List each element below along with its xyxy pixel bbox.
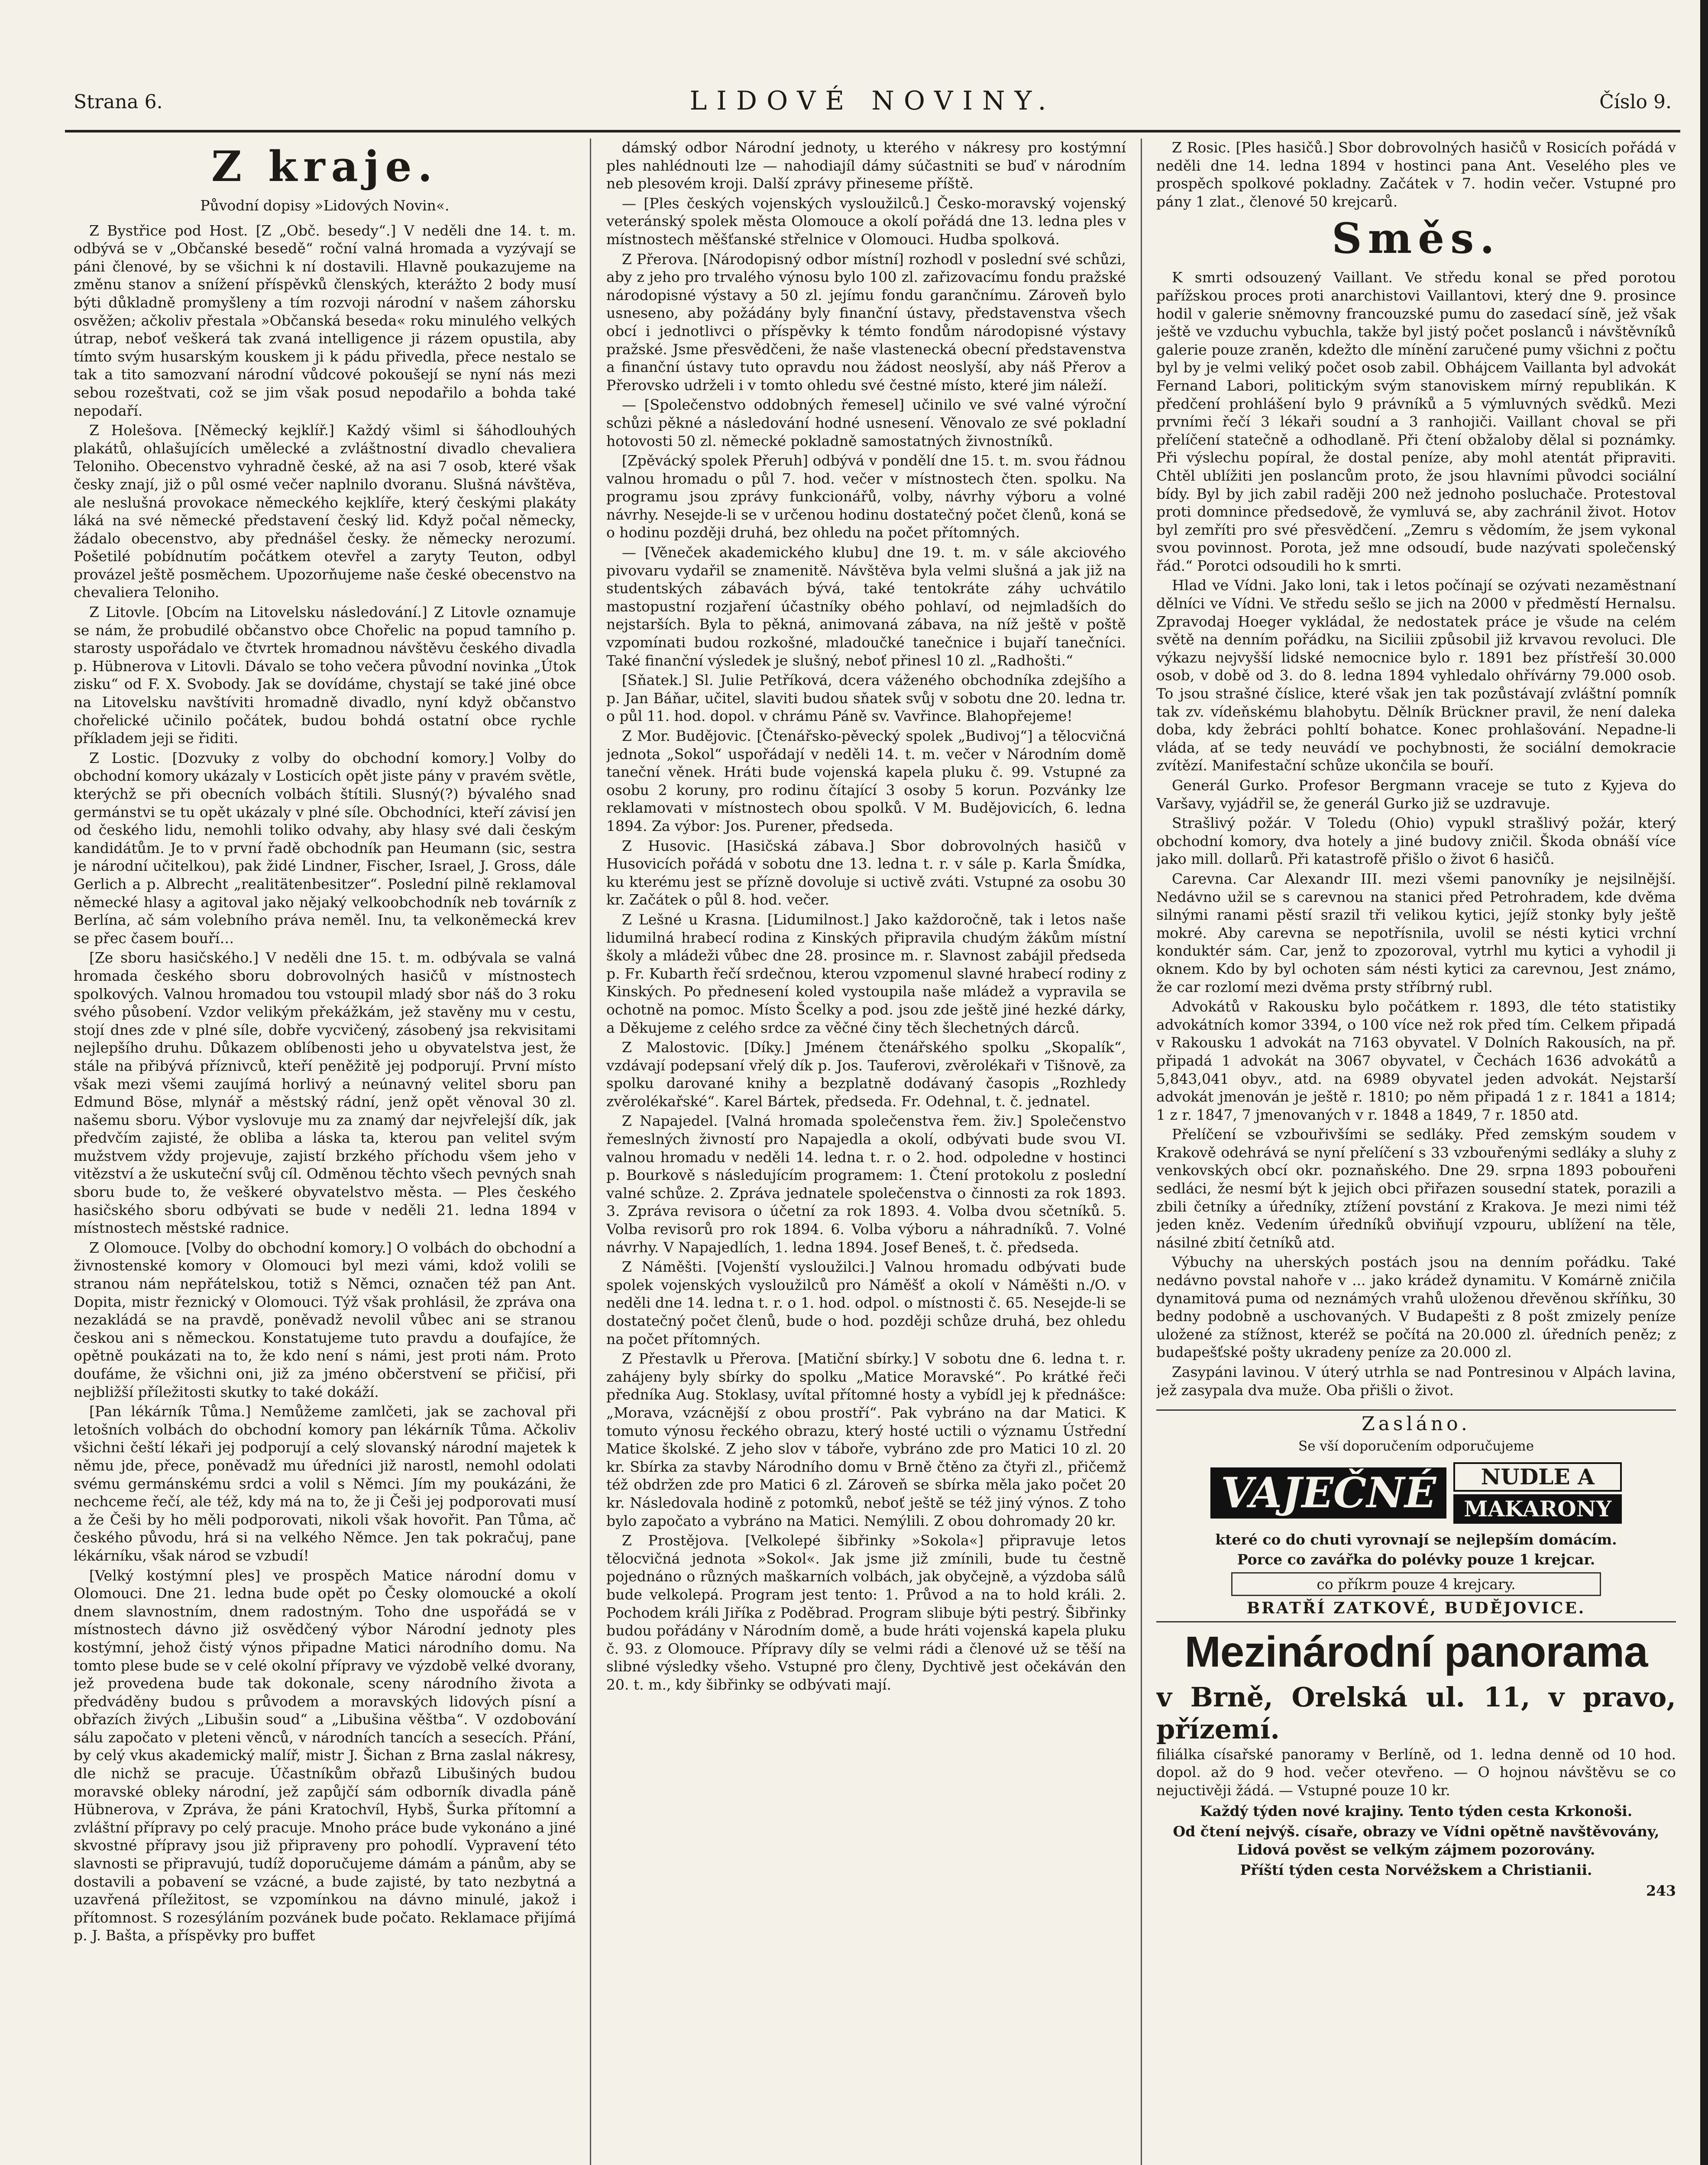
article-paragraph: Z Rosic. [Ples hasičů.] Sbor dobrovolných hasičů v Rosicích pořádá v neděli dne 14. ledna 1894 v hostinci pana Ant. Veselého ples ve prospěch spolkové pokladny. Začátek v 7. hodin večer. Vstupné pro pány 1 zlat., členové 50 krejcarů. xyxy=(1156,139,1676,210)
article-paragraph: Z Prostějova. [Velkolepé šibřinky »Sokola«] připravuje letos tělocvičná jednota »Sokol«. Jak jsme již zmínili, bude tu čestně pojednáno o různých maškarních volbách, jak obyčejně, a výzdoba sálů bude velkolepá. Program jest tento: 1. Průvod a na to hold králi. 2. Pochodem králi Jiříka z Poděbrad. Program slibuje býti pestrý. Šibřinky budou pořádány v Národním domě, a bude hráti vojenská kapela pluku č. 93. z Olomouce. Přípravy díly se velmi rádi a členové už se těší na slibné výsledky všeho. Vstupné pro členy, Dychtivě jest očekáván den 20. t. m., kdy šibřinky se odbývati mají. xyxy=(606,1532,1126,1693)
article-paragraph: Výbuchy na uherských postách jsou na denním pořádku. Také nedávno povstal nahoře v ... jako krádež dynamitu. V Komárně zničila dynamitová puma od neznámých vrahů uloženou dřevěnou skříňku, 30 bedny podobně a uschovaných. V Budapešti z 8 pošt zmizely peníze uložené za stížnost, kteréž se počítá na 20.000 zl. úředních peněz; z budapešťské pošty ukradeny peníze za 20.000 zl. xyxy=(1156,1254,1676,1361)
article-paragraph: Z Náměšti. [Vojenští vysloužilci.] Valnou hromadu odbývati bude spolek vojenských vysloužilců pro Náměšť a okolí v Náměšti n./O. v neděli dne 14. ledna t. r. o 1. hod. odpol. o místnosti č. 65. Nesejde-li se dostatečný počet členů, bude o hod. později schůze druhá, bez ohledu na počet přítomných. xyxy=(606,1258,1126,1347)
article-list xyxy=(606,139,1126,1693)
section-subtitle: Původní dopisy »Lidových Novin«. xyxy=(200,197,450,214)
article-paragraph: Z Holešova. [Německý kejklíř.] Každý všiml si šáhodlouhých plakátů, ohlašujících umělecké a zvláštnostní divadlo chevaliera Teloniho. Obecenstvo vyhradně české, až na asi 7 osob, které však česky znají, již o půl osmé večer naplnilo dvoranu. Slušná návštěva, ale neslušná provokace německého kejklíře, který českými plakáty láká na své německé představení český lid. Když počal německy, žádalo obecenstvo, aby přednášel česky. že německy nerozumí. Pošetilé pobídnutím počátkem otevřel a zaryty Teuton, odbyl provázel ještě posměchem. Upozorňujeme naše české obecenstvo na chevaliera Teloniho. xyxy=(74,422,576,601)
brand-product-names xyxy=(1453,1462,1622,1524)
article-paragraph: — [Ples českých vojenských vysloužilců.] Česko-moravský vojenský veteránský spolek města Olomouce a okolí pořádá dne 13. ledna ples v místnostech měšťanské střelnice v Olomouci. Hudba spolková. xyxy=(606,194,1126,248)
article-paragraph: K smrti odsouzený Vaillant. Ve středu konal se před porotou pařížskou proces proti anarchistovi Vaillantovi, který dne 9. prosince hodil v galerie sněmovny francouzské pumu do zasedací síně, jež však ještě ve vzduchu vybuchla, takže byl jistý počet poslanců i návštěvníků galerie pouze zraněn, kdežto dle mínění zaručené pumy všichni z počtu byl by je velmi veliký počet osob zabil. Obhájcem Vaillanta byl advokát Fernand Labori, politickým svým stanoviskem mírný republikán. K předčení prohlášení bylo 9 právníků a 5 výmluvných svědků. Mezi prvními řečí 3 lékaři soudní a 3 ranhojiči. Vaillant choval se při přelíčení statečně a odhodlaně. Při čtení obžaloby dělal si poznámky. Při výslechu popíral, že dostal peníze, aby mohl atentát připraviti. Chtěl ublížiti jen poslancům proto, že jsou hlavními původci sociální bídy. Byl by jich zabil raději 200 než jednoho posluchače. Protestoval proti domnince předsedově, že vymluvá se, aby zachránil život. Hotov byl zemříti pro své přesvědčení. „Zemru s vědomím, že jsem vykonal svou povinnost. Porota, jež mne odsoudí, bude nazývati společenský řád.“ Porotci odsoudili ho k smrti. xyxy=(1156,269,1676,574)
article-paragraph: dámský odbor Národní jednoty, u kterého v nákresy pro kostýmní ples nahlédnouti lze — nahodiajíl dámy súčastniti se buď v národním neb plesovém kroji. Další zprávy přineseme příště. xyxy=(606,139,1126,192)
ad-line: Příští týden cesta Norvéžskem a Christianii. xyxy=(1240,1861,1592,1879)
zaslano-heading: Zasláno. xyxy=(1362,1413,1471,1435)
article-paragraph: [Velký kostýmní ples] ve prospěch Matice národní domu v Olomouci. Dne 21. ledna bude opět po Česky olomoucké a okolí dnem slavnostním, dnem radostným. Toho dne uspořádá se v místnostech dávno již osvědčený výbor Národní jednoty ples kostýmní, jehož čistý výnos připadne Matici národního domu. Na tomto plese bude se v celé okolní přípravy ve výzdobě velké dvorany, jež provedena bude tak dokonale, sceny národního života a předváděny budou s průvodem a moravských lidových písní a obřazích živých „Libušin soud“ a „Libušina věštba“. V ozdobování sálu započato v pleteni věnců, v národních tancích a sesecích. Přání, by celý vkus akademický malíř, mistr J. Šichan z Brna zaslal nákresy, dle nichž se pracuje. Účastníkům obřazů Libušiných budou moravské obleky národní, jež zapůjčí sám odborník divadla páně Hübnerova, v Zpráva, že páni Kratochvíl, Hybš, Šurka přítomní a zvláštní přípravy po celý pracuje. Mnoho práce bude vykonáno a jiné skvostné přípravy jsou již připraveny pro pohodlí. Vypravení této slavnosti se připravujú, tudíž doporučujeme dámám a pánům, aby se dostavili a pobavení se vzácné, a bude zajisté, by tato nezbytná a uzavřená příležitost, se vzpomínkou na dávno minulé, jakož i přítomnost. S rozesýláním pozvánek bude počato. Reklamace přijímá p. J. Bašta, a příspěvky pro buffet xyxy=(74,1567,576,1944)
article-paragraph: Generál Gurko. Profesor Bergmann vraceje se tuto z Kyjeva do Varšavy, vyjádřil se, že generál Gurko již se uzdravuje. xyxy=(1156,777,1676,812)
article-paragraph: Z Lešné u Krasna. [Lidumilnost.] Jako každoročně, tak i letos naše lidumilná hrabecí rodina z Kinských připravila chudým žákům místní školy a mládeži vůbec dne 28. prosince m. r. Slavnost zabájil předseda p. Fr. Kubarth řečí srdečnou, kterou vzpomenul slavné hrabecí rodiny z Kinských. Po přednesení koled vystoupila naše mládež a vypravila se ochotně na pomoc. Místo Šcelky a pod. jsou zde ještě jiné hezké dárky, a Děkujeme z celého srdce za věčné činy těch šlechetných dárců. xyxy=(606,911,1126,1036)
article-paragraph: [Zpěvácký spolek Přeruh] odbývá v pondělí dne 15. t. m. svou řádnou valnou hromadu o půl 7. hod. večer v místnostech čten. spolku. Na programu jsou zprávy funkcionářů, volby, návrhy výboru a volné návrhy. Nesejde-li se v určenou hodinu dostatečný počet členů, koná se o hodinu později druhá, bez ohledu na počet přítomných. xyxy=(606,452,1126,541)
column-middle xyxy=(606,139,1126,2165)
section-title-z-kraje: Z kraje. xyxy=(211,142,439,191)
article-paragraph: Advokátů v Rakousku bylo počátkem r. 1893, dle této statistiky advokátních komor 3394, o 100 více než rok před tím. Celkem připadá v Rakousku 1 advokát na 7163 obyvatel. V Dolních Rakousích, na př. připadá 1 advokát na 3067 obyvatel, v Čechách 1636 advokátů a 5,843,041 obyv., atd. na 6989 obyvatel jeden advokát. Nejstarší advokát jmenován je ještě r. 1810; po něm připadá 1 z r. 1841 a 1814; 1 z r. 1847, 7 jmenovaných v r. 1848 a 1849, 7 r. 1850 atd. xyxy=(1156,998,1676,1123)
section-title-smes: Směs. xyxy=(1332,214,1501,263)
ad-boxed-line: co příkrm pouze 4 krejcary. xyxy=(1231,1572,1601,1596)
issue-number: Číslo 9. xyxy=(1599,91,1672,113)
article-paragraph: Z Přerova. [Národopisný odbor místní] rozhodl v poslední své schůzi, aby z jeho pro trvalého výnosu bylo 100 zl. zařizovacímu fondu pražské národopisné výstavy a 50 zl. jejímu fondu garančnímu. Zároveň bylo usneseno, aby požádány byly finanční ústavy, představenstva všech obcí i jednotlivci o příspěvky k témto fondům národopisné výstavy pražské. Jsme přesvědčeni, že naše vlastenecká obecní představenstva a finanční ústavy tuto opravdu nou žádost neoslyší, aby náš Přerov a Přerovsko udrželi i v tomto ohledu své čestné místo, které jim náleží. xyxy=(606,250,1126,394)
ad-line: které co do chuti vyrovnají se nejlepším domácím. xyxy=(1215,1531,1617,1548)
corner-number: 243 xyxy=(1646,1882,1676,1899)
brand-line-b: MAKARONY xyxy=(1453,1494,1622,1524)
article-paragraph: Z Litovle. [Obcím na Litovelsku následování.] Z Litovle oznamuje se nám, že probudilé občanstvo obce Chořelic na popud tamního p. starosty uspořádalo ve čtvrtek hromadnou návštěvu českého divadla p. Hübnerova v Litovli. Dávalo se toho večera původní novinka „Útok zisku“ od F. X. Svobody. Jak se dovídáme, chystají se také jiné obce na Litovelsku navštíviti hromadně divadlo, nyní když občanstvo chořelické učinilo počátek, budou bohdá ostatní obce rychle příkladem jeji se řiditi. xyxy=(74,604,576,747)
ad-intro: Se vší doporučením odporučujeme xyxy=(1298,1438,1534,1454)
article-paragraph: Z Bystřice pod Host. [Z „Obč. besedy“.] V neděli dne 14. t. m. odbývá se v „Občanské besedě“ roční valná hromada a vyzývají se páni členové, by se všichni k ní dostavili. Hlavně poukazujeme na změnu stanov a snížení příspěvků členských, kterážto 2 body musí býti důkladně promyšleny a tím rozvoji národní v našem záhorsku osvěžen; ačkoliv přestala »Občanská beseda« roku minulého velkých útrap, neboť veškerá tak zvaná intelligence ji rázem opustila, aby tímto svým husarským kouskem ji k pádu přivedla, přece nestalo se tak a tito samozvaní národní vůdcové pokoušejí se nyní nás mezi sebou rozeštvati, což se jim však posud nepodařilo a bohda také nepodaří. xyxy=(74,222,576,419)
article-list xyxy=(74,222,576,1945)
ad-signature: BRATŘÍ ZATKOVÉ, BUDĚJOVICE. xyxy=(1156,1600,1676,1622)
column-divider xyxy=(1141,139,1142,2165)
article-paragraph: Carevna. Car Alexandr III. mezi všemi panovníky je nejsilnější. Nedávno užil se s carevnou na stanici před Petrohradem, kde dvěma silnými ranami pěstí srazil tři velikou kytici, jejíž stonky byly ještě mokré. Aby carevna se nepotřísnila, uvolil se nésti kytici vrchní konduktér sám. Car, jenž to zpozoroval, vytrhl mu kytici a vyhodil ji oknem. Kdo by byl ochoten sám nésti kytici za carevnou, Jest známo, že car rozlomí mezi dvěma prsty stříbrný rubl. xyxy=(1156,870,1676,995)
article-paragraph: [Ze sboru hasičského.] V neděli dne 15. t. m. odbývala se valná hromada českého sboru dobrovolných hasičů v místnostech spolkových. Valnou hromadou tou vstoupil mladý sbor náš do 3 roku svého působení. Vzdor velikým překážkám, jež stavěny mu v cestu, stojí dnes zde v plné síle, dobře vycvičený, zásobený jsa rekvisitami nejlepšího druhu. Důkazem oblíbenosti jeho u obyvatelstva jest, že stále na přibývá příznivců, kteří peněžitě jej podporují. První místo však mezi všemi zaujímá horlivý a neúnavný velitel sboru pan Edmund Böse, mlynář a městský rádní, jenž opět věnoval 30 zl. našemu sboru. Výbor vyslovuje mu za znamý dar nejvřelejší dík, jak předvčím zajisté, že obliba a láska ta, kterou pan velitel svým mužstvem vždy projevuje, zajistí brzkého příchodu všem jeho v vitězství a že uskuteční svůj cíl. Odměnou těchto všech pevných snah sboru bude to, že veškeré obyvatelstvo města. — Ples českého hasičského sboru odbývati se bude v neděli 21. ledna 1894 v místnostech městské radnice. xyxy=(74,949,576,1237)
panorama-text: filiálka císařské panoramy v Berlíně, od 1. ledna denně od 10 hod. dopol. až do 9 hod. večer otevřeno. — O hojnou návštěvu se co nejuctivěji žádá. — Vstupné pouze 10 kr. xyxy=(1156,1745,1676,1799)
article-paragraph: Z Napajedel. [Valná hromada společenstva řem. živ.] Společenstvo řemeslných živností pro Napajedla a okolí, odbývati bude svou VI. valnou hromadu v neděli 14. ledna t. r. o 2. hod. odpoledne v hostinci p. Bourkově s následujícím programem: 1. Čtení protokolu z poslední valné schůze. 2. Zpráva jednatele společenstva o činnosti za rok 1893. 3. Zpráva revisora o účetní za rok 1893. 4. Volba dvou sčetníků. 5. Volba revisorů pro rok 1894. 6. Volba výboru a náhradníků. 7. Volné návrhy. V Napajedlích, 1. ledna 1894. Josef Beneš, t. č. předseda. xyxy=(606,1112,1126,1256)
article-paragraph: Z Přestavlk u Přerova. [Matiční sbírky.] V sobotu dne 6. ledna t. r. zahájeny byly sbírky do spolku „Matice Moravské“. Po krátké řeči předníka Aug. Stoklasy, uvítal přítomné hosty a vybídl jej k přednášce: „Morava, vzácnější z obou prostří“. Pak vybráno na dar Matici. K tomuto výnosu řeckého obrazu, který hosté uctili o významu Ústřední Matice školské. Z jeho slov v táboře, vybráno zde pro Matici 10 zl. 20 kr. Sbírka za stavby Národního domu v Brně čtěno za čtyři zl., přičemž též obdržen zde pro Matici 6 zl. Zároveň se sbírka měla jako počet 20 kr. Následovala hodině z potomků, neboť ještě se též jiný výnos. Z toho bylo započato a vybráno na Matici. Nemýlili. Z obou dohromady 20 kr. xyxy=(606,1350,1126,1529)
article-paragraph: Strašlivý požár. V Toledu (Ohio) vypukl strašlivý požár, který obchodní komory, dva hotely a jiné budovy zničil. Škoda obnáší více jako mill. dollarů. Při katastrofě přišlo o život 6 hasičů. xyxy=(1156,814,1676,868)
article-paragraph: Z Husovic. [Hasičská zábava.] Sbor dobrovolných hasičů v Husovicích pořádá v sobotu dne 13. ledna t. r. v sále p. Karla Šmídka, ku kterému jest se přízně dovoluje si uctivě zváti. Vstupné za osobu 30 kr. Začátek o půl 8. hod. večer. xyxy=(606,837,1126,908)
panorama-address: v Brně, Orelská ul. 11, v pravo, přízemí. xyxy=(1156,1681,1676,1745)
article-paragraph: Z Mor. Budějovic. [Čtenářsko-pěvecký spolek „Budivoj“] a tělocvičná jednota „Sokol“ uspořádají v neděli 14. t. m. večer v Národním domě taneční věnek. Hráti bude vojenská kapela pluku č. 99. Vstupné za osobu 2 koruny, pro rodinu čítající 3 osoby 5 korun. Pozvánky lze reklamovati v místnostech obou spolků. V M. Budějovicích, 6. ledna 1894. Za výbor: Jos. Purener, předseda. xyxy=(606,727,1126,834)
article-paragraph: — [Společenstvo oddobných řemesel] učinilo ve své valné výroční schůzi pěkné a následování hodné usnesení. Věnovalo ze své pokladní hotovosti 50 zl. německé pokladně samostatných živnostníků. xyxy=(606,396,1126,449)
article-list xyxy=(1156,139,1676,210)
advertisement-area xyxy=(1156,1409,1676,1900)
panorama-ad-title: Mezinárodní panorama xyxy=(1184,1627,1648,1676)
article-paragraph: Z Malostovic. [Díky.] Jménem čtenářského spolku „Skopalík“, vzdávají podepsaní vřelý dík p. Jos. Tauferovi, zvěrolékaři v Tišnově, za spolku darované knihy a bezplatně dodávaný časopis „Rozhledy zvěrolékařské“. Karel Bártek, předseda. Fr. Odehnal, t. č. jednatel. xyxy=(606,1039,1126,1110)
article-paragraph: Přelíčení se vzbouřivšími se sedláky. Před zemským soudem v Krakově odehrává se nyní přelíčení s 33 vzbouřenými sedláky a sluhy z venkovských obcí okr. poznaňského. Dne 29. srpna 1893 pobouřeni sedláci, že nesmí být k jejich obci přiřazen sousední statek, porazili a zbili četníky a úředníky, ztížení povstání z Krakova. Je mezi nimi též jeden kněz. Vedením úředníků obviňují vzpouru, ublížení na těle, násilné zbití četníků atd. xyxy=(1156,1126,1676,1251)
ad-line: Porce co zavářka do polévky pouze 1 krejcar. xyxy=(1237,1551,1595,1568)
article-paragraph: Z Olomouce. [Volby do obchodní komory.] O volbách do obchodní a živnostenské komory v Olomouci byl mezi vámi, kdož volili se stranou nám nepřátelskou, totiž s Němci, označen též pan Ant. Dopita, mistr řeznický v Olomouci. Týž však prohlásil, že zpráva ona nezakládá se na pravdě, poněvadž nevolil vůbec ani se stranou českou ani s německou. Konstatujeme tuto pravdu a doufajíce, že opětně poukázati na to, že kdo není s námi, jest proti nám. Proto doufáme, že všichni oni, již za jméno občerstvení se přičisí, při nejbližší příležitosti skutky to také dokáží. xyxy=(74,1239,576,1400)
ad-line: Každý týden nové krajiny. Tento týden cesta Krkonoši. xyxy=(1200,1802,1633,1819)
masthead-title: LIDOVÉ NOVINY. xyxy=(689,86,1056,116)
noodle-brand-logo xyxy=(1156,1462,1676,1524)
page-header xyxy=(65,65,1680,132)
article-paragraph: Zasypáni lavinou. V úterý utrhla se nad Pontresinou v Alpách lavina, jež zasypala dva muže. Oba přišli o život. xyxy=(1156,1364,1676,1399)
column-left xyxy=(74,139,576,2165)
article-paragraph: Z Lostic. [Dozvuky z volby do obchodní komory.] Volby do obchodní komory ukázaly v Losticích opět jiste pány v pravém světle, kterýchž se při obecních volbách štítili. Slusný(?) bývalého snad germánstvi se tu opět ukázaly v plné síle. Obchodníci, kteří závisí jen od českého lidu, nemohli toliko odvahy, aby hlasy své dali českým kandidátům. Je to v první řadě obchodník pan Heumann (sic, sestra je národní učitelkou), pak židé Lindner, Fischer, Israel, J. Gross, dále Gerlich a p. Albrecht „realitätenbesitzer“. Poslední pilně reklamoval německé hlasy a agitoval jako nějaký velkoobchodník neb továrník z Berlína, ač sám volebního práva neměl. Inu, ta velkoněmecká krev se přec časem bouří… xyxy=(74,749,576,947)
page-number: Strana 6. xyxy=(74,91,163,113)
article-paragraph: Hlad ve Vídni. Jako loni, tak i letos počínají se ozývati nezaměstnaní dělníci ve Vídni. Ve středu sešlo se jich na 2000 v předměstí Hernalsu. Zpravodaj Hoeger vykládal, že nedostatek práce je všude na celém světě na denním pořádku, na Siciliii způsobil již krvavou revoluci. Dle výkazu nejvyšší lidské nemocnice bylo r. 1891 bez přístřeší 30.000 osob, v době od 3. do 8. ledna 1894 vyhledalo ohřívárny 79.000 osob. To jsou strašné číslice, které však jen tak pozůstávají zvláštní pomník tak zv. vídeňskému blahobytu. Dělník Brückner pravil, že není daleka doba, kdy žebráci pohltí bohatce. Konec prohlašování. Nepadne-li vláda, ať se tedy neuvádí ve pochybnosti, že sociální demokracie zvítězí. Manifestační schůze ukončila se bouří. xyxy=(1156,577,1676,774)
brand-word: VAJEČNÉ xyxy=(1210,1467,1446,1519)
article-list xyxy=(1156,268,1676,1399)
scan-edge-shadow xyxy=(1700,0,1708,2165)
ad-line: Od čtení nejvýš. císaře, obrazy ve Vídni opětně navštěvovány, Lidová pověst se velkým zájmem pozorovány. xyxy=(1173,1823,1659,1858)
article-paragraph: — [Věneček akademického klubu] dne 19. t. m. v sále akciového pivovaru vydařil se znamenitě. Návštěva byla velmi slušná a jak již na studentských zábavách bývá, také tentokráte záhy uchvátilo mastopustní rozjaření účastníky obého pohlaví, od nejmladších do nejstarších. Byla to pěkná, animovaná zábava, na níž ještě v poště vzpomínati budou rozkošné, mladoučké tanečnice i bujaří tanečníci. Také finanční výsledek je slušný, neboť přinesl 10 zl. „Radhošti.“ xyxy=(606,544,1126,669)
column-divider xyxy=(590,139,591,2165)
newspaper-page xyxy=(65,65,1680,2165)
article-paragraph: [Sňatek.] Sl. Julie Petříková, dcera váženého obchodníka zdejšího a p. Jan Báňar, učitel, slaviti budou sňatek svůj v sobotu dne 20. ledna tr. o půl 11. hod. dopol. v chrámu Páně sv. Vavřince. Blahopřejeme! xyxy=(606,672,1126,725)
brand-line-a: NUDLE A xyxy=(1453,1462,1622,1492)
column-right xyxy=(1156,139,1676,2165)
article-paragraph: [Pan lékárník Tůma.] Nemůžeme zamlčeti, jak se zachoval při letošních volbách do obchodní komory pan lékárník Tůma. Ačkoliv všichni čeští lékaři jej podporují a celý slovanský národní majetek k němu jde, přece, poněvadž mu úředníci již narostl, nemohl odolati svému germánskému srdci a volil s Němci. Jím my poukázáni, že nechceme řečí, ale též, kdy má na to, že ji Češi jej podporovati musí a že Češi by ho měli podporovati, nikoli však hovořit. Pan Tůma, ač českého původu, hrá si na velkého Němce. Jen tak pokračuj, pane lékárníku, však národ se vzbudí! xyxy=(74,1403,576,1564)
